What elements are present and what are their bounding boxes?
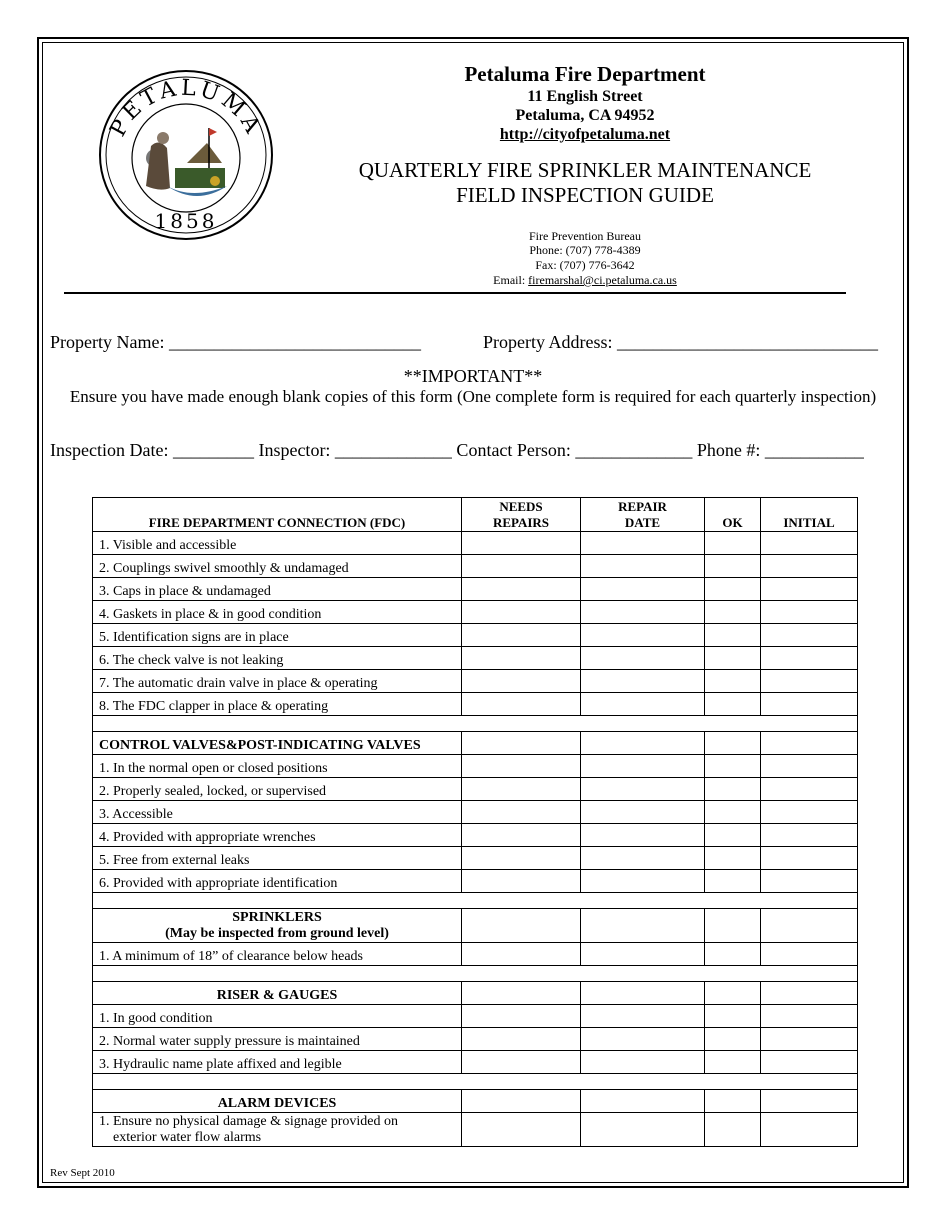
initial-cell[interactable] — [761, 670, 858, 693]
needs-repairs-cell[interactable] — [462, 943, 581, 966]
table-row — [93, 647, 858, 670]
section-title: CONTROL VALVES&POST-INDICATING VALVES — [93, 732, 462, 755]
svg-text:1858: 1858 — [154, 209, 218, 233]
needs-repairs-cell[interactable] — [462, 1028, 581, 1051]
item-label: 3. Caps in place & undamaged — [93, 578, 462, 601]
initial-cell[interactable] — [761, 578, 858, 601]
repair-date-cell[interactable] — [581, 670, 705, 693]
ok-cell[interactable] — [705, 1051, 761, 1074]
inspection-info-fields[interactable]: Inspection Date: _________ Inspector: _____________ Contact Person: _____________ Phone #: ___________ — [50, 440, 864, 460]
bureau-email: Email: firemarshal@ci.petaluma.ca.us — [493, 273, 677, 287]
revision-note: Rev Sept 2010 — [50, 1167, 115, 1179]
needs-repairs-cell[interactable] — [462, 847, 581, 870]
item-label: 1. Ensure no physical damage & signage provided on exterior water flow alarms — [93, 1113, 462, 1147]
initial-cell[interactable] — [761, 778, 858, 801]
table-row — [93, 624, 858, 647]
ok-cell[interactable] — [705, 1113, 761, 1147]
copies-instruction: Ensure you have made enough blank copies of this form (One complete form is required for each quarterly inspection) — [69, 387, 877, 406]
initial-cell[interactable] — [761, 555, 858, 578]
initial-cell[interactable] — [761, 1051, 858, 1074]
repair-date-cell[interactable] — [581, 755, 705, 778]
needs-repairs-cell[interactable] — [462, 670, 581, 693]
header-repair-date: REPAIR DATE — [581, 498, 705, 532]
item-label: 5. Identification signs are in place — [93, 624, 462, 647]
inspection-table — [92, 497, 858, 1147]
item-label: 1. In good condition — [93, 1005, 462, 1028]
needs-repairs-cell[interactable] — [462, 755, 581, 778]
ok-cell[interactable] — [705, 693, 761, 716]
repair-date-cell[interactable] — [581, 555, 705, 578]
needs-repairs-cell[interactable] — [462, 801, 581, 824]
needs-repairs-cell[interactable] — [462, 532, 581, 555]
table-row — [93, 601, 858, 624]
initial-cell[interactable] — [761, 755, 858, 778]
repair-date-cell[interactable] — [581, 801, 705, 824]
repair-date-cell[interactable] — [581, 824, 705, 847]
table-row — [93, 824, 858, 847]
important-heading: **IMPORTANT** — [403, 366, 543, 386]
table-row — [93, 755, 858, 778]
needs-repairs-cell[interactable] — [462, 647, 581, 670]
item-label: 5. Free from external leaks — [93, 847, 462, 870]
repair-date-cell[interactable] — [581, 647, 705, 670]
initial-cell[interactable] — [761, 647, 858, 670]
form-title-line2: FIELD INSPECTION GUIDE — [456, 183, 714, 207]
department-name: Petaluma Fire Department — [464, 62, 706, 86]
svg-text:PETALUMA: PETALUMA — [105, 75, 267, 141]
ok-cell[interactable] — [705, 555, 761, 578]
initial-cell[interactable] — [761, 824, 858, 847]
bureau-phone: Phone: (707) 778-4389 — [529, 243, 641, 257]
ok-cell[interactable] — [705, 624, 761, 647]
item-label: 8. The FDC clapper in place & operating — [93, 693, 462, 716]
table-row — [93, 778, 858, 801]
table-row — [93, 532, 858, 555]
item-label: 1. In the normal open or closed positions — [93, 755, 462, 778]
needs-repairs-cell[interactable] — [462, 1051, 581, 1074]
needs-repairs-cell[interactable] — [462, 778, 581, 801]
repair-date-cell[interactable] — [581, 943, 705, 966]
repair-date-cell[interactable] — [581, 693, 705, 716]
initial-cell[interactable] — [761, 847, 858, 870]
spacer-row — [93, 716, 858, 732]
table-row — [93, 670, 858, 693]
table-row — [93, 555, 858, 578]
ok-cell[interactable] — [705, 578, 761, 601]
repair-date-cell[interactable] — [581, 1028, 705, 1051]
ok-cell[interactable] — [705, 824, 761, 847]
bureau-name: Fire Prevention Bureau — [529, 229, 641, 243]
repair-date-cell[interactable] — [581, 601, 705, 624]
repair-date-cell[interactable] — [581, 1113, 705, 1147]
needs-repairs-cell[interactable] — [462, 693, 581, 716]
item-label: 6. The check valve is not leaking — [93, 647, 462, 670]
spacer-row — [93, 1074, 858, 1090]
repair-date-cell[interactable] — [581, 778, 705, 801]
table-row — [93, 1051, 858, 1074]
ok-cell[interactable] — [705, 601, 761, 624]
section-title: SPRINKLERS (May be inspected from ground level) — [93, 909, 462, 943]
ok-cell[interactable] — [705, 847, 761, 870]
repair-date-cell[interactable] — [581, 578, 705, 601]
ok-cell[interactable] — [705, 755, 761, 778]
repair-date-cell[interactable] — [581, 1051, 705, 1074]
ok-cell[interactable] — [705, 801, 761, 824]
section-row-riser-gauges — [93, 982, 858, 1005]
section-row-sprinklers — [93, 909, 858, 943]
table-row — [93, 1113, 858, 1147]
item-label: 3. Hydraulic name plate affixed and legible — [93, 1051, 462, 1074]
header-fdc: FIRE DEPARTMENT CONNECTION (FDC) — [93, 498, 462, 532]
needs-repairs-cell[interactable] — [462, 1113, 581, 1147]
needs-repairs-cell[interactable] — [462, 824, 581, 847]
header-initial: INITIAL — [761, 498, 858, 532]
table-row — [93, 801, 858, 824]
initial-cell[interactable] — [761, 693, 858, 716]
ok-cell[interactable] — [705, 870, 761, 893]
initial-cell[interactable] — [761, 624, 858, 647]
section-title: ALARM DEVICES — [93, 1090, 462, 1113]
street-address: 11 English Street — [527, 88, 643, 105]
needs-repairs-cell[interactable] — [462, 601, 581, 624]
needs-repairs-cell[interactable] — [462, 1005, 581, 1028]
needs-repairs-cell[interactable] — [462, 578, 581, 601]
table-row — [93, 870, 858, 893]
ok-cell[interactable] — [705, 532, 761, 555]
form-title-line1: QUARTERLY FIRE SPRINKLER MAINTENANCE — [358, 158, 812, 182]
initial-cell[interactable] — [761, 1028, 858, 1051]
item-label: 1. A minimum of 18” of clearance below heads — [93, 943, 462, 966]
website-link[interactable]: http://cityofpetaluma.net — [499, 126, 671, 143]
table-header-row — [93, 498, 858, 532]
spacer-row — [93, 893, 858, 909]
spacer-row — [93, 966, 858, 982]
property-address-field[interactable]: Property Address: _____________________________ — [483, 332, 878, 352]
item-label: 3. Accessible — [93, 801, 462, 824]
table-row — [93, 1005, 858, 1028]
ok-cell[interactable] — [705, 670, 761, 693]
initial-cell[interactable] — [761, 943, 858, 966]
table-row — [93, 943, 858, 966]
repair-date-cell[interactable] — [581, 1005, 705, 1028]
item-label: 1. Visible and accessible — [93, 532, 462, 555]
item-label: 6. Provided with appropriate identification — [93, 870, 462, 893]
item-label: 2. Normal water supply pressure is maintained — [93, 1028, 462, 1051]
email-link[interactable]: firemarshal@ci.petaluma.ca.us — [528, 273, 677, 287]
property-name-field[interactable]: Property Name: ____________________________ — [50, 332, 421, 352]
item-label: 2. Couplings swivel smoothly & undamaged — [93, 555, 462, 578]
bureau-fax: Fax: (707) 776-3642 — [535, 258, 635, 272]
table-row — [93, 1028, 858, 1051]
initial-cell[interactable] — [761, 532, 858, 555]
ok-cell[interactable] — [705, 778, 761, 801]
needs-repairs-cell[interactable] — [462, 870, 581, 893]
header-ok: OK — [705, 498, 761, 532]
ok-cell[interactable] — [705, 943, 761, 966]
repair-date-cell[interactable] — [581, 870, 705, 893]
section-row-control-valves — [93, 732, 858, 755]
repair-date-cell[interactable] — [581, 624, 705, 647]
needs-repairs-cell[interactable] — [462, 555, 581, 578]
table-row — [93, 578, 858, 601]
ok-cell[interactable] — [705, 1005, 761, 1028]
repair-date-cell[interactable] — [581, 532, 705, 555]
section-title: RISER & GAUGES — [93, 982, 462, 1005]
initial-cell[interactable] — [761, 870, 858, 893]
item-label: 2. Properly sealed, locked, or supervised — [93, 778, 462, 801]
ok-cell[interactable] — [705, 1028, 761, 1051]
header-divider — [64, 292, 846, 294]
city-state-zip: Petaluma, CA 94952 — [515, 107, 655, 124]
initial-cell[interactable] — [761, 601, 858, 624]
needs-repairs-cell[interactable] — [462, 624, 581, 647]
ok-cell[interactable] — [705, 647, 761, 670]
repair-date-cell[interactable] — [581, 847, 705, 870]
item-label: 4. Gaskets in place & in good condition — [93, 601, 462, 624]
table-row — [93, 847, 858, 870]
item-label: 7. The automatic drain valve in place & operating — [93, 670, 462, 693]
city-seal-logo — [97, 68, 275, 242]
section-row-alarm-devices — [93, 1090, 858, 1113]
initial-cell[interactable] — [761, 1005, 858, 1028]
initial-cell[interactable] — [761, 801, 858, 824]
table-row — [93, 693, 858, 716]
item-label: 4. Provided with appropriate wrenches — [93, 824, 462, 847]
initial-cell[interactable] — [761, 1113, 858, 1147]
header-needs-repairs: NEEDS REPAIRS — [462, 498, 581, 532]
